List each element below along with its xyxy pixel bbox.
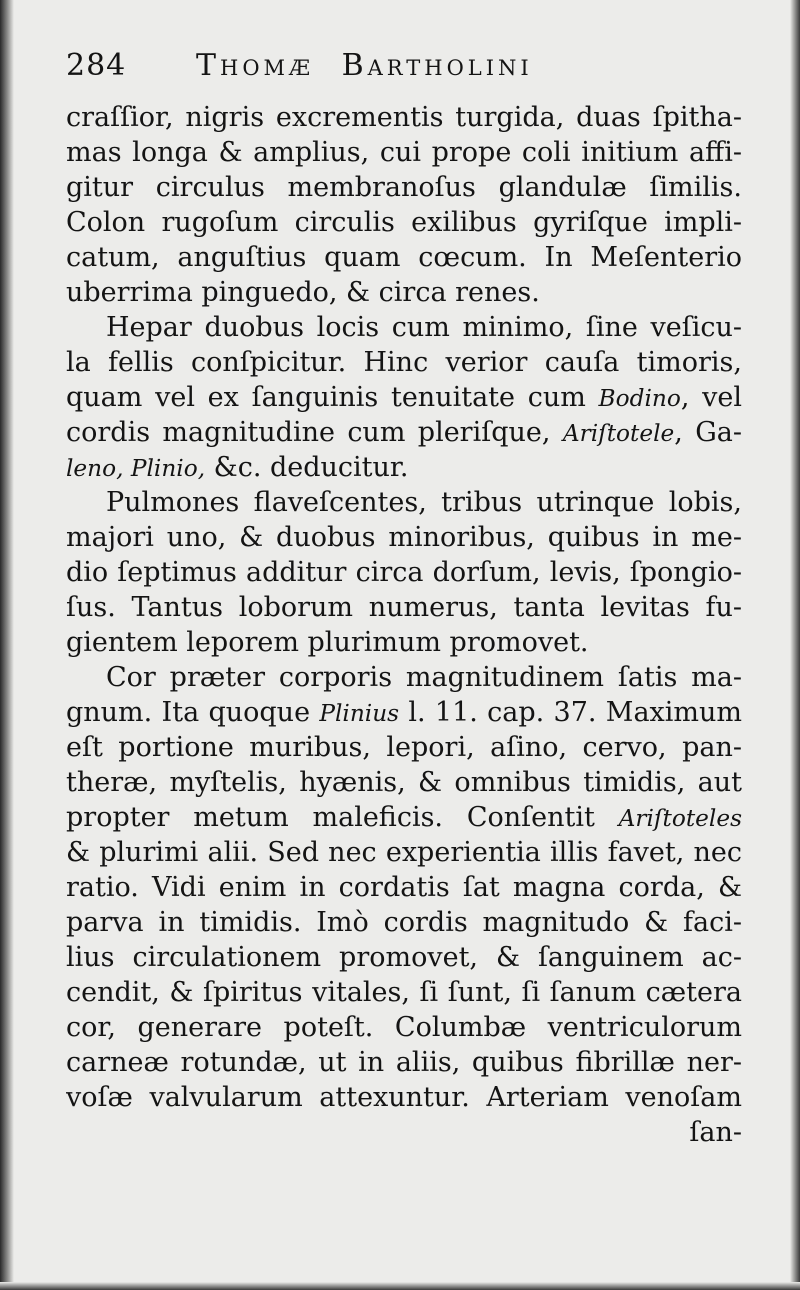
page-header — [66, 44, 742, 94]
italic-name: Ariſtotele — [562, 420, 675, 447]
text-line: carneæ rotundæ, ut in aliis, quibus fibrillæ ner- — [66, 1047, 742, 1078]
text-line: mas longa & amplius, cui prope coli initium affi- — [66, 137, 742, 168]
text-line: parva in timidis. Imò cordis magnitudo & faci- — [66, 907, 742, 938]
text-line: ſus. Tantus loborum numerus, tanta levitas fu- — [66, 592, 742, 623]
text-line: theræ, myſtelis, hyænis, & omnibus timidis, aut — [66, 767, 742, 798]
text-line — [66, 800, 742, 835]
italic-name: Ariſtoteles — [618, 805, 742, 832]
text-line — [66, 380, 742, 415]
text-line — [66, 450, 742, 485]
italic-name: Plinius — [319, 700, 400, 727]
text-line: Hepar duobus locis cum minimo, ſine veſicu- — [106, 312, 742, 343]
text-segment: , vel — [680, 382, 742, 413]
text-line: dio ſeptimus additur circa dorſum, levis, ſpongio- — [66, 557, 742, 588]
italic-name: Bodino — [598, 385, 681, 412]
text-line: Colon rugoſum circulis exilibus gyriſque impli- — [66, 207, 742, 238]
text-line: eſt portione muribus, lepori, aſino, cervo, pan- — [66, 732, 742, 763]
page-edge-shadow-bottom — [0, 1282, 800, 1290]
text-line: lius circulationem promovet, & ſanguinem ac- — [66, 942, 742, 973]
page-edge-shadow-left — [0, 0, 14, 1290]
italic-name: leno, Plinio, — [66, 455, 206, 482]
running-title: Thomæ Bartholini — [196, 48, 533, 83]
page-edge-shadow-right — [790, 0, 800, 1290]
text-line: catum, anguſtius quam cœcum. In Meſenterio — [66, 242, 742, 273]
text-line: craſſior, nigris excrementis turgida, duas ſpitha- — [66, 102, 742, 133]
text-segment: quam vel ex ſanguinis tenuitate cum — [66, 382, 599, 413]
text-segment: cordis magnitudine cum pleriſque, — [66, 417, 563, 448]
text-line — [66, 415, 742, 450]
text-line: cendit, & ſpiritus vitales, ſi ſunt, ſi ſanum cætera — [66, 977, 742, 1008]
text-line: voſæ valvularum attexuntur. Arteriam venoſam — [66, 1082, 742, 1113]
text-segment: gnum. Ita quoque — [66, 697, 320, 728]
text-segment: propter metum maleficis. Conſentit — [66, 802, 619, 833]
text-line: cor, generare poteſt. Columbæ ventriculorum — [66, 1012, 742, 1043]
text-line: majori uno, & duobus minoribus, quibus in me- — [66, 522, 742, 553]
text-segment: l. 11. cap. 37. Maximum — [399, 697, 742, 728]
text-line: & plurimi alii. Sed nec experientia illis favet, nec — [66, 837, 742, 868]
text-line: la fellis conſpicitur. Hinc verior cauſa timoris, — [66, 347, 742, 378]
text-line: Cor præter corporis magnitudinem ſatis ma- — [106, 662, 742, 693]
text-segment: , Ga- — [674, 417, 742, 448]
text-line: gitur circulus membranoſus glandulæ ſimilis. — [66, 172, 742, 203]
text-line — [66, 695, 742, 730]
text-line: gientem leporem plurimum promovet. — [66, 627, 589, 658]
text-line: uberrima pinguedo, & circa renes. — [66, 277, 540, 308]
catchword: ſan- — [689, 1117, 742, 1148]
text-segment: &c. deducitur. — [205, 452, 409, 483]
text-line: ratio. Vidi enim in cordatis ſat magna corda, & — [66, 872, 742, 903]
text-line: Pulmones flaveſcentes, tribus utrinque lobis, — [106, 487, 742, 518]
body-text — [66, 100, 742, 1150]
page-number: 284 — [66, 48, 127, 83]
